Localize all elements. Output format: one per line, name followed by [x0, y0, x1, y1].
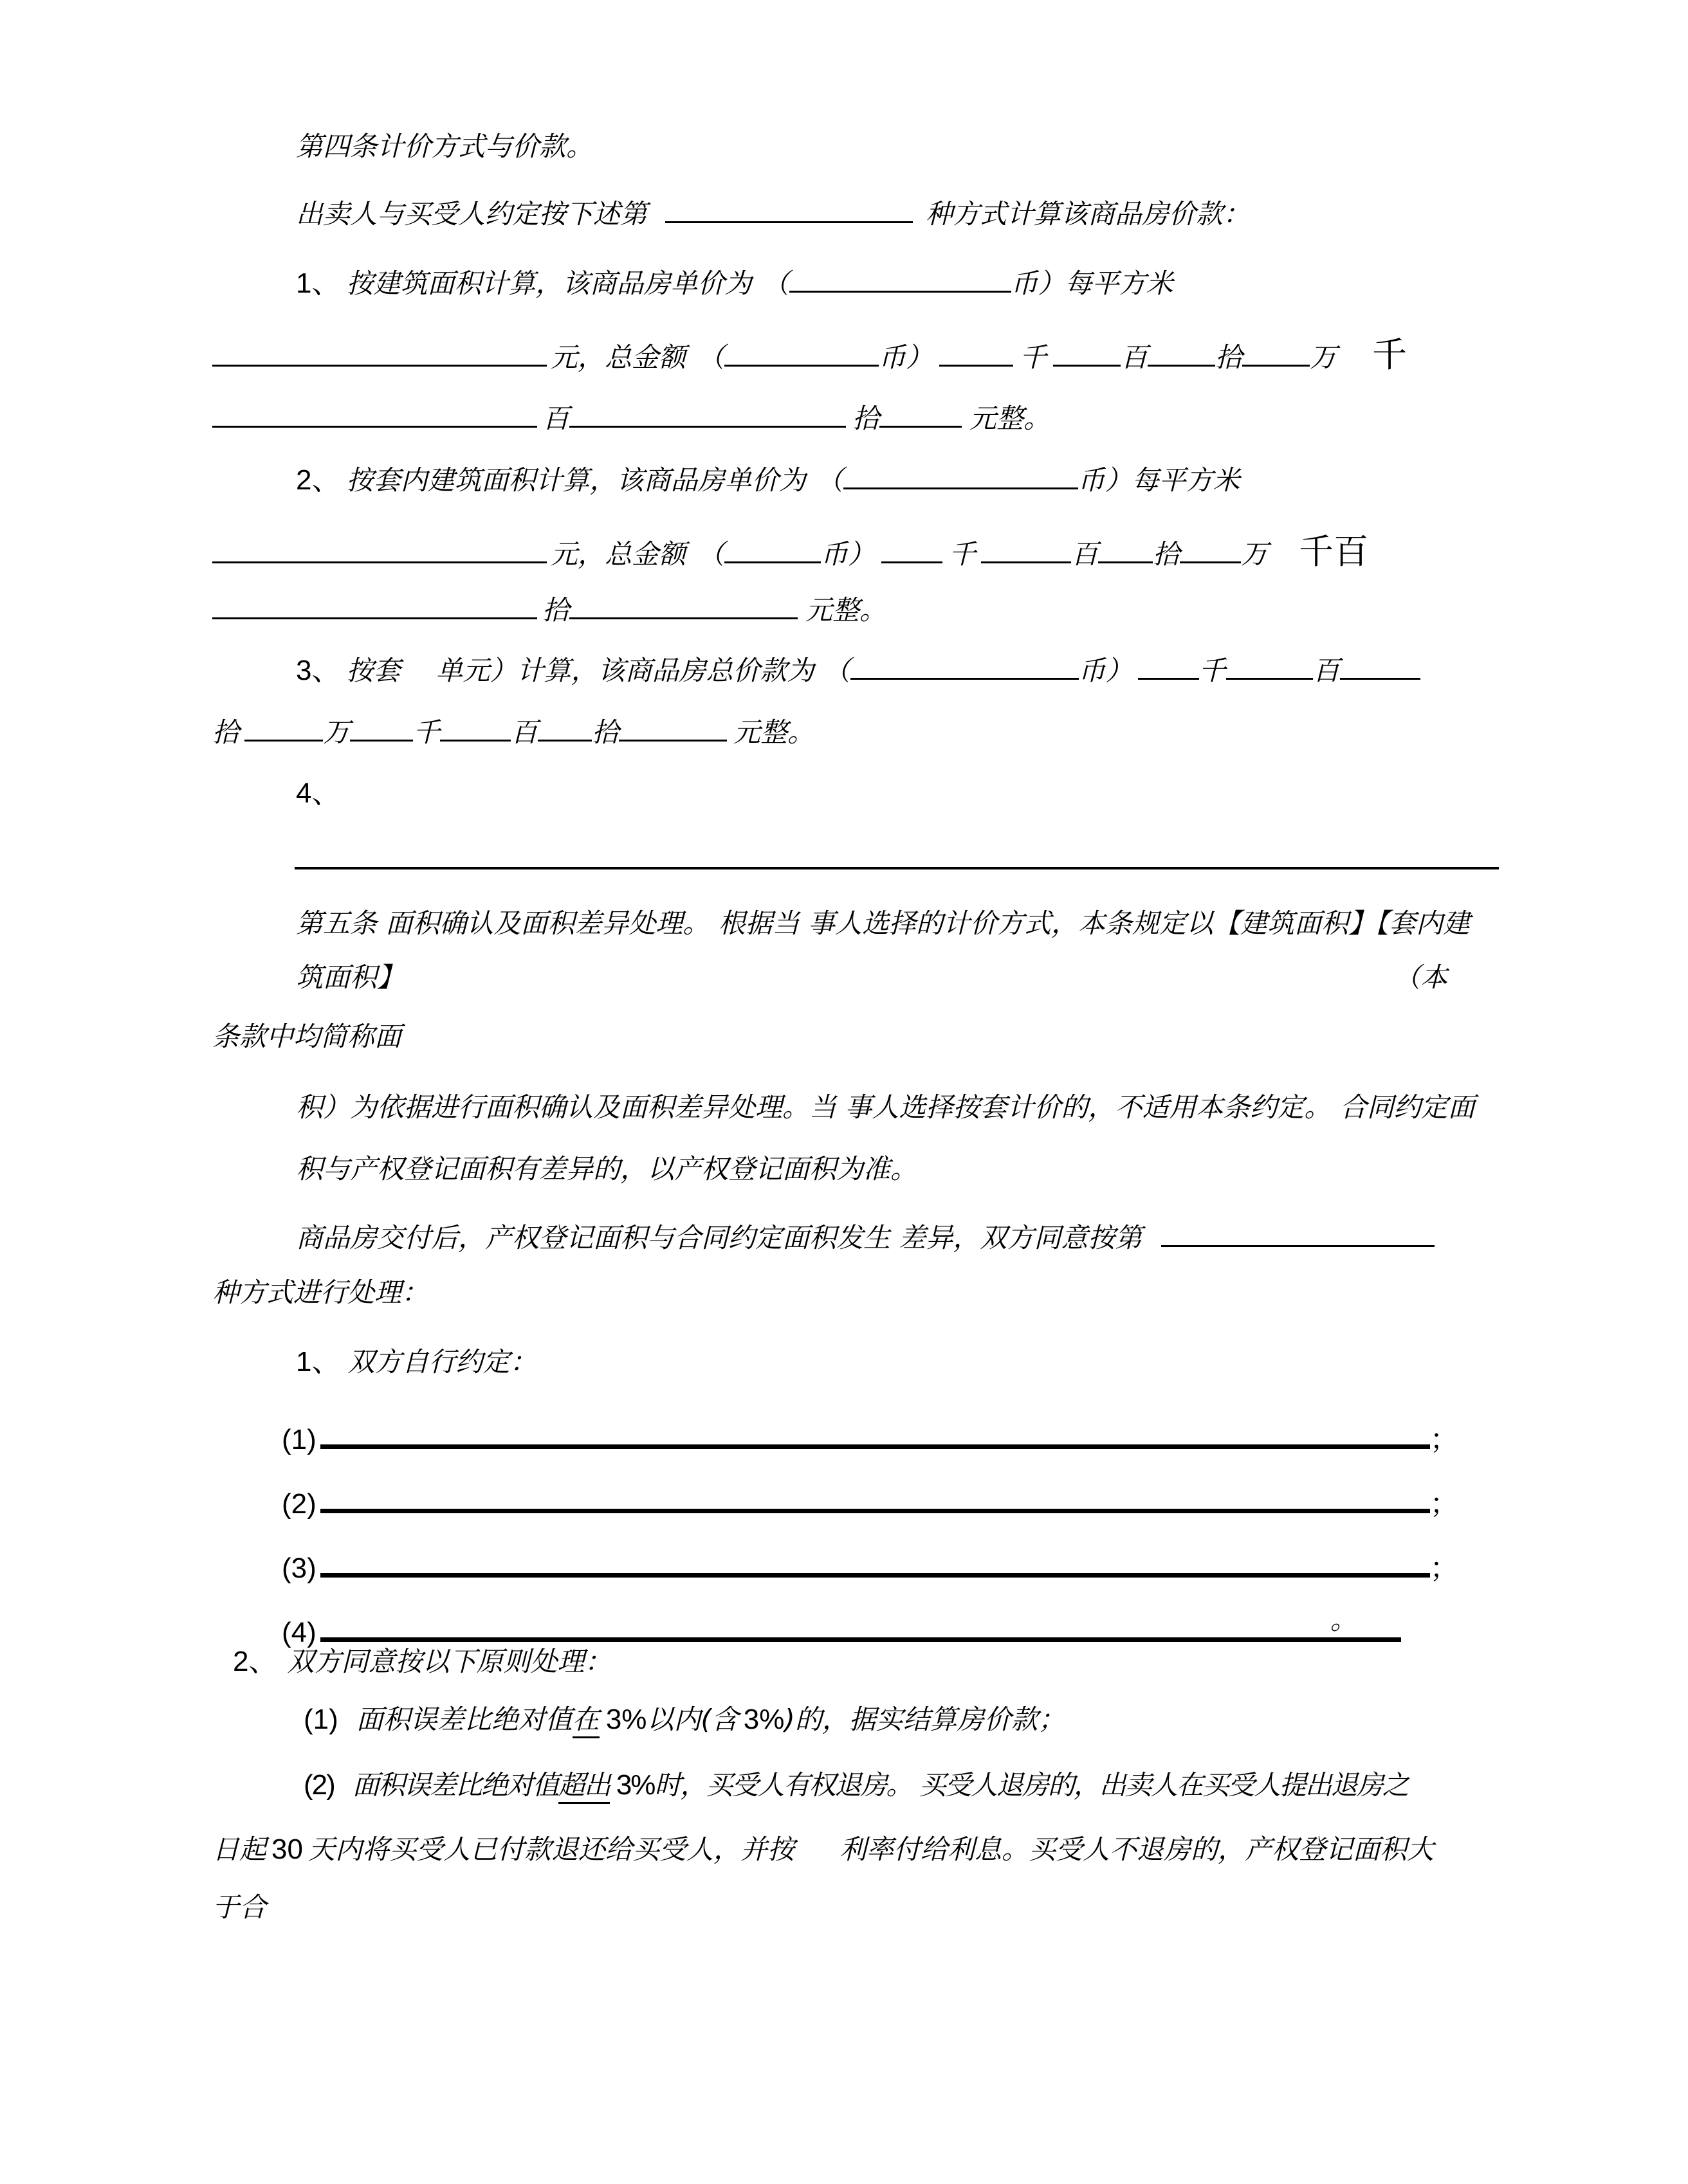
clause5-heading-text: 第五条 面积确认及面积差异处理。 根据当 事人选择的计价方式，本条规定以【建筑面积】【套内建 [296, 907, 1471, 939]
digit-blank [569, 590, 798, 619]
item1-text: 按建筑面积计算，该商品房单价为 [346, 268, 752, 299]
item2-line1 [296, 460, 1240, 498]
clause4-heading [296, 129, 593, 165]
option1-text: 双方自行约定： [347, 1346, 537, 1378]
currency-close: 币） [1078, 655, 1133, 686]
currency-close: 币） [879, 341, 933, 373]
rule2-number: (2) [304, 1769, 335, 1801]
rule1-percent-2: 3% [743, 1704, 785, 1735]
overflow-qianbai-label: 千百 [1299, 532, 1369, 571]
open-paren: （ [816, 464, 843, 496]
yuan-zheng-label: 元整。 [733, 716, 815, 748]
item2-number: 2、 [296, 464, 340, 496]
shi-label: 拾 [1153, 538, 1180, 570]
method-number-blank [665, 194, 913, 223]
digit-blank [1340, 651, 1420, 680]
fill-item-tail: 。 [1330, 1604, 1357, 1635]
digit-blank [212, 590, 537, 619]
clause5-line3 [212, 1019, 401, 1055]
intro-post-text: 种方式计算该商品房价款： [926, 198, 1251, 230]
rule2-line3 [212, 1889, 266, 1925]
rule2b-days: 30 [271, 1834, 303, 1865]
rule2-line1 [304, 1767, 1408, 1803]
rule2-percent: 3% [616, 1769, 655, 1801]
fill-item-number: (3) [282, 1552, 316, 1584]
fill-item-tail: ； [1429, 1552, 1458, 1584]
fill-in-underline [320, 1608, 1401, 1642]
rule2b-end-text: 利率付给利息。买受人不退房的，产权登记面积大 [839, 1834, 1434, 1865]
total-amount-label: 元，总金额 [551, 341, 686, 373]
yuan-zheng-label: 元整。 [805, 594, 887, 626]
wan-label: 万 [1241, 538, 1269, 570]
digit-blank [1242, 338, 1310, 367]
currency-blank [724, 338, 879, 367]
digit-blank [879, 399, 962, 428]
clause4-intro-line [296, 194, 1250, 232]
digit-blank [1098, 534, 1153, 563]
bai-label: 百 [511, 716, 538, 748]
bai-label: 百 [542, 403, 570, 434]
total-amount-label: 元，总金额 [551, 538, 686, 570]
fill-in-underline [320, 1415, 1430, 1449]
method-handle-text: 种方式进行处理： [212, 1277, 429, 1308]
fill-item-number: (2) [282, 1488, 316, 1520]
rule1-pre-text: 面积误差比绝对值 [356, 1704, 573, 1735]
digit-blank [440, 713, 511, 742]
digit-blank [619, 713, 727, 742]
custom-agreement-line-2 [282, 1479, 1458, 1522]
shi-label: 拾 [542, 594, 570, 626]
item1-unit-text: 币）每平方米 [1011, 268, 1173, 299]
open-paren: （ [697, 538, 725, 570]
fill-item-number: (4) [282, 1617, 316, 1648]
fill-item-tail: ； [1429, 1424, 1458, 1455]
rule2-end-text: 时，买受人有权退房。 买受人退房的，出卖人在买受人提出退房之 [654, 1769, 1408, 1801]
option1-number: 1、 [296, 1346, 340, 1378]
qian-label: 千 [1198, 655, 1226, 686]
item3-number: 3、 [296, 655, 340, 686]
digit-blank [1138, 651, 1199, 680]
custom-agreement-line-3 [282, 1543, 1458, 1587]
digit-blank [212, 399, 537, 428]
shi-label: 拾 [1215, 341, 1243, 373]
rule1-number: (1) [304, 1704, 338, 1735]
option2-heading-line [233, 1644, 612, 1680]
rule1-line [304, 1702, 1065, 1738]
clause4-heading-text: 第四条计价方式与价款。 [296, 131, 594, 162]
clause5-line2-right-text: （本 [1393, 961, 1448, 993]
rule2c-text: 于合 [212, 1891, 267, 1923]
item3-text-a: 按套 [346, 655, 401, 686]
fill-in-underline [320, 1479, 1430, 1513]
fill-in-underline [320, 1543, 1430, 1578]
wan-label: 万 [1310, 341, 1337, 373]
interest-rate-gap [794, 1858, 839, 1859]
currency-blank [850, 651, 1079, 680]
clause5-line1 [296, 905, 1470, 942]
rule2-underlined-text: 超出 [558, 1769, 610, 1804]
fill-item-number: (1) [282, 1424, 316, 1455]
option2-text: 双方同意按以下原则处理： [287, 1646, 612, 1677]
currency-blank [843, 460, 1078, 489]
yuan-zheng-label: 元整。 [969, 403, 1051, 434]
item3-line2 [212, 713, 814, 751]
rule1-percent-1: 3% [605, 1704, 647, 1735]
qian-label: 千 [413, 716, 441, 748]
gap [401, 679, 436, 680]
shi-label: 拾 [592, 716, 619, 748]
open-paren: （ [697, 341, 725, 373]
digit-blank [1053, 338, 1121, 367]
fill-item-tail: ； [1429, 1488, 1458, 1520]
item4-line [296, 776, 340, 812]
section-divider [295, 867, 1499, 869]
digit-blank [1180, 534, 1241, 563]
method-number-blank [1161, 1218, 1435, 1247]
item3-line1 [296, 651, 1420, 689]
currency-blank [724, 534, 821, 563]
digit-blank [538, 713, 592, 742]
clause5-line2-text: 筑面积】 [296, 961, 405, 993]
item1-number: 1、 [296, 268, 340, 299]
option2-number: 2、 [233, 1646, 277, 1677]
rule1-end-text: )的，据实结算房价款； [784, 1704, 1065, 1735]
item2-line3 [212, 590, 886, 628]
currency-close: 币） [821, 538, 876, 570]
clause5-line3-text: 条款中均简称面 [212, 1021, 402, 1052]
rule1-underlined-text: 在 [573, 1704, 600, 1738]
bai-label: 百 [1312, 655, 1340, 686]
clause5-line2 [296, 960, 1448, 996]
item1-line1 [296, 264, 1173, 302]
clause5-line5 [296, 1151, 917, 1187]
item2-unit-text: 币）每平方米 [1078, 464, 1240, 496]
rule2-pre-text: 面积误差比绝对值 [352, 1769, 558, 1801]
open-paren: （ [823, 655, 850, 686]
shi-label: 拾 [212, 716, 240, 748]
intro-pre-text: 出卖人与买受人约定按下述第 [296, 198, 648, 230]
currency-blank [789, 264, 1011, 293]
overflow-qian-label: 千 [1372, 336, 1408, 374]
unit-price-blank [212, 534, 547, 563]
item3-text-b: 单元）计算，该商品房总价款为 [436, 655, 814, 686]
open-paren: （ [762, 268, 789, 299]
item2-line2 [212, 534, 1368, 572]
digit-blank [1226, 651, 1313, 680]
shi-label: 拾 [852, 403, 880, 434]
rule2b-mid-text: 天内将买受人已付款退还给买受人，并按 [307, 1834, 794, 1865]
bai-label: 百 [1071, 538, 1099, 570]
item2-text: 按套内建筑面积计算，该商品房单价为 [346, 464, 806, 496]
item1-line2 [212, 337, 1407, 376]
rule1-mid-text: 以内(含 [647, 1704, 738, 1735]
unit-price-blank [212, 338, 547, 367]
digit-blank [881, 534, 942, 563]
item1-line3 [212, 399, 1050, 437]
clause5-line4 [296, 1089, 1475, 1125]
digit-blank [981, 534, 1071, 563]
method-handle-line [212, 1275, 428, 1311]
option1-heading-line [296, 1344, 537, 1380]
custom-agreement-line-1 [282, 1415, 1458, 1458]
clause5-line4-text: 积）为依据进行面积确认及面积差异处理。当 事人选择按套计价的，不适用本条约定。 合同约定面 [296, 1091, 1475, 1123]
item4-number: 4、 [296, 778, 340, 809]
rule2-line2 [212, 1832, 1434, 1868]
delivery-diff-line [296, 1218, 1435, 1256]
rule2b-pre-text: 日起 [212, 1834, 267, 1865]
qian-label: 千 [1020, 341, 1047, 373]
clause5-line5-text: 积与产权登记面积有差异的，以产权登记面积为准。 [296, 1153, 918, 1185]
digit-blank [1148, 338, 1215, 367]
digit-blank [939, 338, 1013, 367]
delivery-diff-text: 商品房交付后，产权登记面积与合同约定面积发生 差异，双方同意按第 [296, 1222, 1142, 1253]
digit-blank [350, 713, 413, 742]
qian-label: 千 [949, 538, 977, 570]
bai-label: 百 [1121, 341, 1148, 373]
wan-label: 万 [323, 716, 351, 748]
digit-blank [244, 713, 323, 742]
digit-blank [569, 399, 846, 428]
